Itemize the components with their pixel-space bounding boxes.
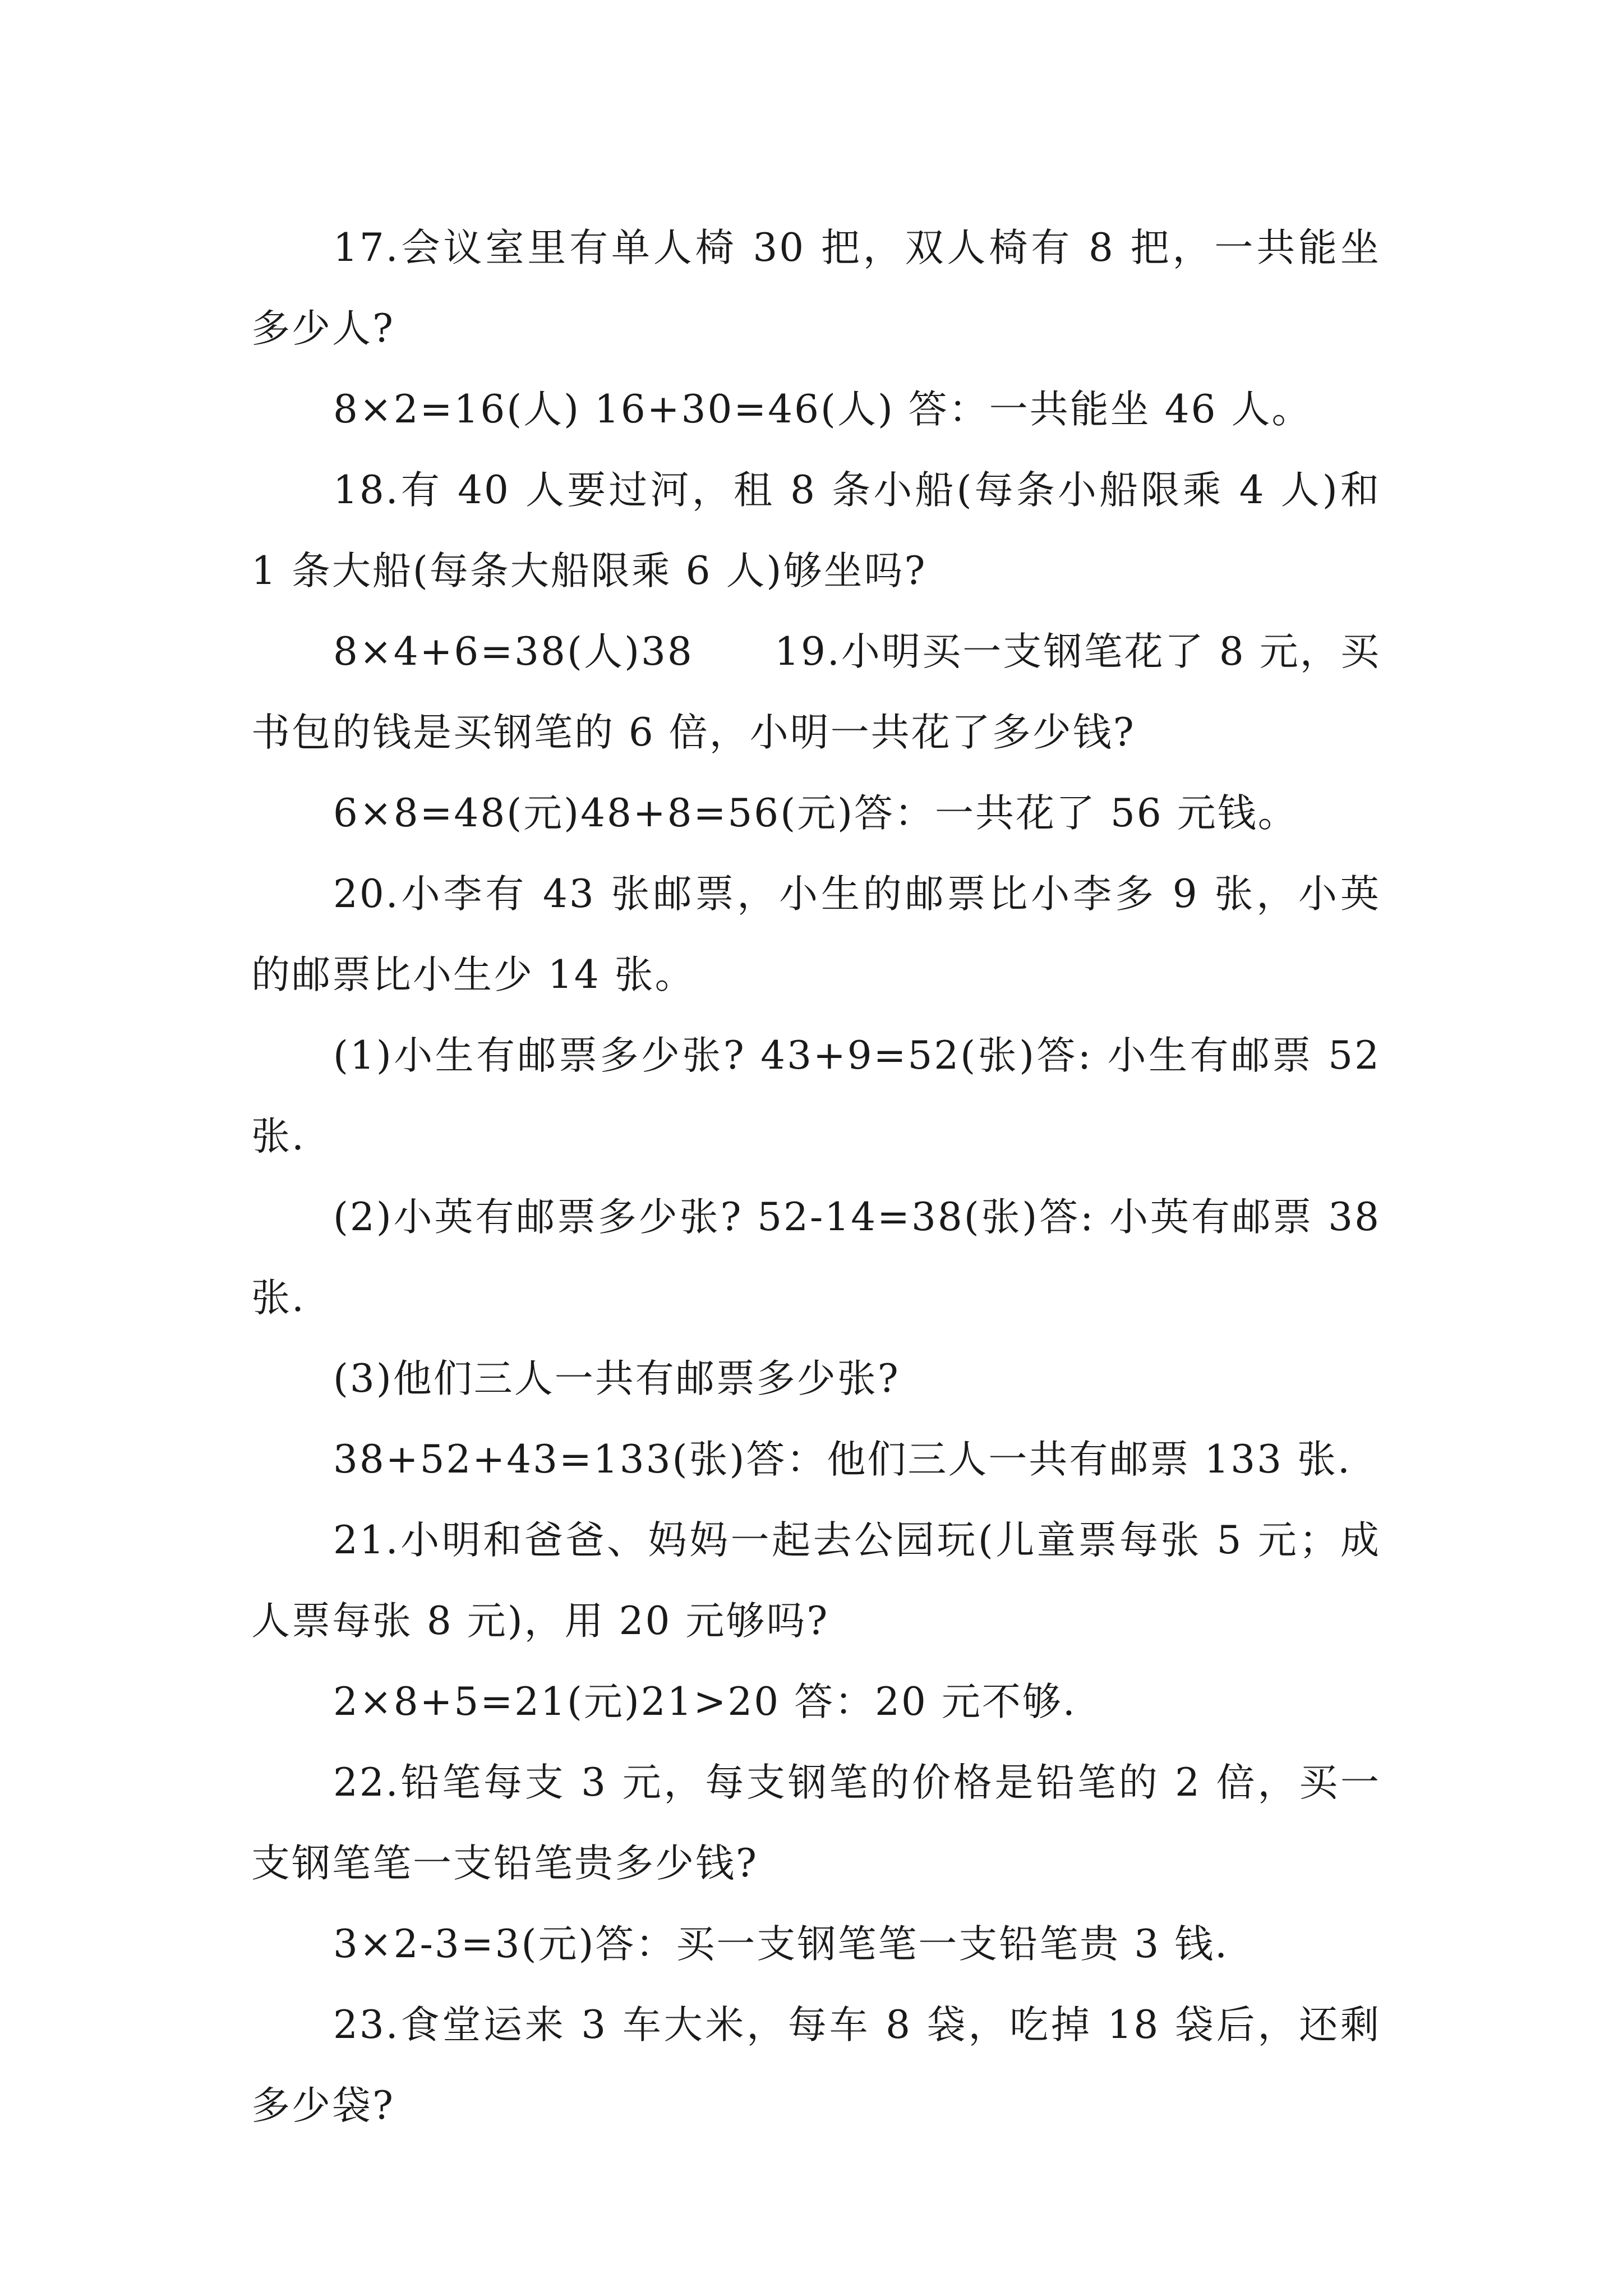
question-20-part-2: (2)小英有邮票多少张? 52-14=38(张)答: 小英有邮票 38 张. bbox=[251, 1195, 1381, 1320]
answer-17: 8×2=16(人) 16+30=46(人) 答：一共能坐 46 人。 bbox=[333, 387, 1312, 432]
question-17: 17.会议室里有单人椅 30 把，双人椅有 8 把，一共能坐多少人? bbox=[251, 226, 1381, 351]
question-20-part-1: (1)小生有邮票多少张? 43+9=52(张)答: 小生有邮票 52 张. bbox=[251, 1033, 1381, 1159]
question-20-part-3: (3)他们三人一共有邮票多少张? bbox=[333, 1356, 900, 1401]
question-21: 21.小明和爸爸、妈妈一起去公园玩(儿童票每张 5 元；成人票每张 8 元)，用 20 元够吗? bbox=[251, 1518, 1381, 1644]
question-18: 18.有 40 人要过河，租 8 条小船(每条小船限乘 4 人)和 1 条大船(每条大船限乘 6 人)够坐吗? bbox=[251, 468, 1381, 593]
question-20: 20.小李有 43 张邮票，小生的邮票比小李多 9 张，小英的邮票比小生少 14 张。 bbox=[251, 872, 1381, 997]
answer-20-part-3: 38+52+43=133(张)答：他们三人一共有邮票 133 张. bbox=[333, 1437, 1352, 1482]
question-23: 23.食堂运来 3 车大米，每车 8 袋，吃掉 18 袋后，还剩多少袋? bbox=[251, 2003, 1381, 2128]
document-body bbox=[251, 208, 1381, 2146]
question-22: 22.铅笔每支 3 元，每支钢笔的价格是铅笔的 2 倍，买一支钢笔笔一支铅笔贵多少钱? bbox=[251, 1760, 1381, 1886]
answer-21: 2×8+5=21(元)21>20 答：20 元不够. bbox=[333, 1680, 1077, 1724]
answer-19: 6×8=48(元)48+8=56(元)答：一共花了 56 元钱。 bbox=[333, 791, 1298, 836]
answer-22: 3×2-3=3(元)答：买一支钢笔笔一支铅笔贵 3 钱. bbox=[333, 1922, 1229, 1967]
answer-18-question-19: 8×4+6=38(人)38 19.小明买一支钢笔花了 8 元，买书包的钱是买钢笔的 6 倍，小明一共花了多少钱? bbox=[251, 629, 1381, 755]
